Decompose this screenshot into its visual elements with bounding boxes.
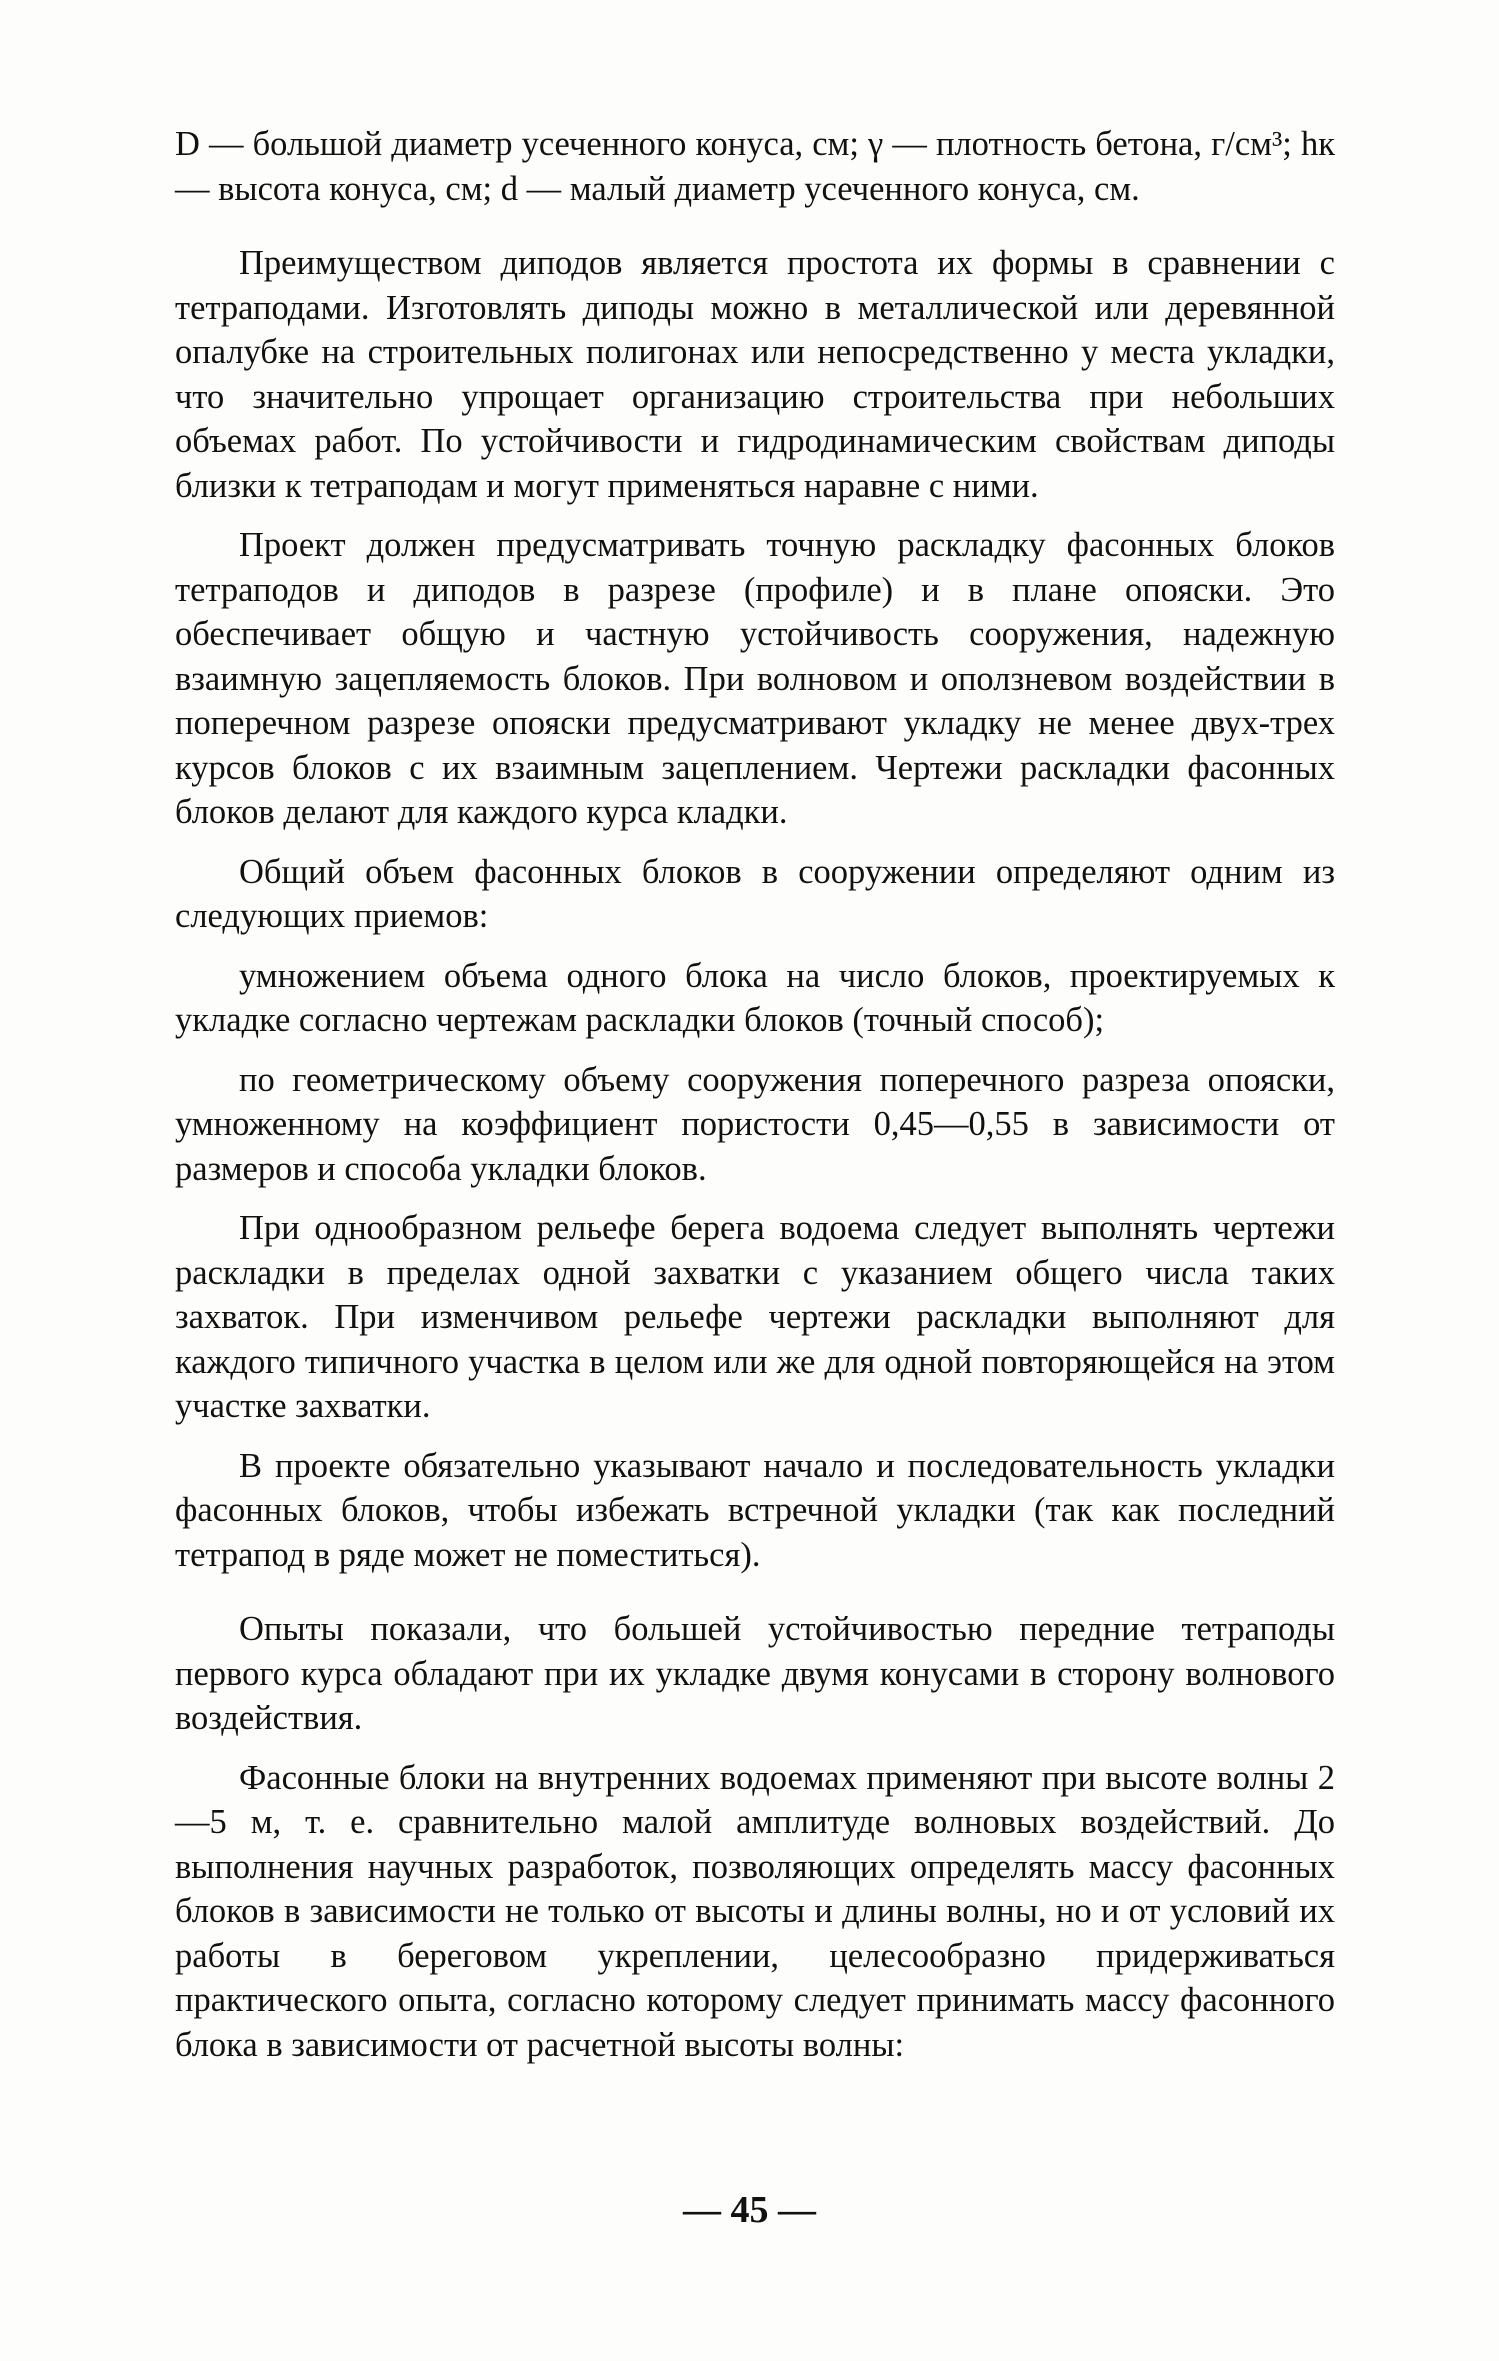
paragraph-relief-drawings: При однообразном рельефе берега водоема следует выполнять чертежи раскладки в пределах одной захватки с указанием общего числа таких захваток. При изменчивом рельефе чертежи раскладки выполняют для каждого типичного участка в целом или же для одной повторяющейся на этом участке захватки. — [175, 1209, 1335, 1425]
paragraph-laying-sequence: В проекте обязательно указывают начало и последовательность укладки фасонных блоков, чтобы избежать встречной укладки (так как последний тетрапод в ряде может не поместиться). — [175, 1446, 1335, 1574]
paragraph-volume-methods: Общий объем фасонных блоков в сооружении определяют одним из следующих приемов: — [175, 852, 1335, 935]
paragraph-project-layout: Проект должен предусматривать точную раскладку фасонных блоков тетраподов и диподов в разрезе (профиле) и в плане опояски. Это обеспечивает общую и частную устойчивость сооружения, надежную взаимную зацепляемость блоков. При волновом и оползневом воздействии в поперечном разрезе опояски предусматривают укладку не менее двух-трех курсов блоков с их взаимным зацеплением. Чертежи раскладки фасонных блоков делают для каждого курса кладки. — [175, 526, 1335, 831]
definitions-paragraph: D — большой диаметр усеченного конуса, см; γ — плотность бетона, г/см³; hк — высота конуса, см; d — малый диаметр усеченного конуса, см. — [175, 125, 1335, 208]
page-number: — 45 — — [683, 2189, 816, 2231]
paragraph-method-geometric: по геометрическому объему сооружения поперечного разреза опояски, умноженному на коэффициент пористости 0,45—0,55 в зависимости от размеров и способа укладки блоков. — [175, 1060, 1335, 1188]
paragraph-method-count: умножением объема одного блока на число блоков, проектируемых к укладке согласно чертежам раскладки блоков (точный способ); — [175, 956, 1335, 1039]
paragraph-inland-waters: Фасонные блоки на внутренних водоемах применяют при высоте волны 2—5 м, т. е. сравнительно малой амплитуде волновых воздействий. До выполнения научных разработок, позволяющих определять массу фасонных блоков в зависимости не только от высоты и длины волны, но и от условий их работы в береговом укреплении, целесообразно придерживаться практического опыта, согласно которому следует принимать массу фасонного блока в зависимости от расчетной высоты волны: — [175, 1758, 1335, 2064]
paragraph-experiments: Опыты показали, что большей устойчивостью передние тетраподы первого курса обладают при их укладке двумя конусами в сторону волнового воздействия. — [175, 1610, 1335, 1737]
body-text — [175, 122, 1335, 2082]
paragraph-dipods-advantages: Преимуществом диподов является простота их формы в сравнении с тетраподами. Изготовлять диподы можно в металлической или деревянной опалубке на строительных полигонах или непосредственно у места укладки, что значительно упрощает организацию строительства при небольших объемах работ. По устойчивости и гидродинамическим свойствам диподы близки к тетраподам и могут применяться наравне с ними. — [175, 244, 1335, 505]
